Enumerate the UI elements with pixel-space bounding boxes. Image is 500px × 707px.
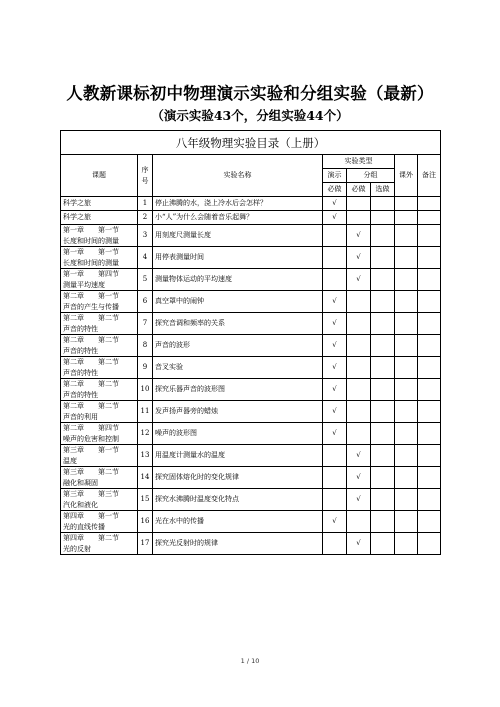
row-extra (395, 357, 418, 379)
row-note (418, 489, 441, 511)
row-check-demo (323, 533, 347, 555)
row-topic (61, 225, 138, 247)
row-topic-line2: 声音的特性 (63, 346, 98, 355)
header-topic: 课题 (61, 155, 138, 197)
row-check-optional (371, 335, 395, 357)
row-topic (61, 423, 138, 445)
row-topic (61, 357, 138, 379)
row-experiment-name: 停止沸腾的水，浇上冷水后会怎样？ (153, 197, 323, 211)
row-seq: 11 (138, 401, 153, 423)
row-check-group (347, 423, 371, 445)
row-note (418, 291, 441, 313)
row-check-group (347, 291, 371, 313)
row-check-group: √ (347, 225, 371, 247)
row-check-optional (371, 423, 395, 445)
row-check-demo: √ (323, 291, 347, 313)
table-row (61, 247, 441, 269)
row-check-group: √ (347, 467, 371, 489)
row-topic-line1: 第二章 第二节 (63, 358, 119, 366)
row-check-group: √ (347, 489, 371, 511)
table-row (61, 313, 441, 335)
page-number: 1 / 10 (240, 657, 260, 665)
table-row (61, 511, 441, 533)
row-check-demo: √ (323, 357, 347, 379)
row-note (418, 379, 441, 401)
header-required-demo: 必做 (323, 183, 347, 197)
header-note: 备注 (418, 155, 441, 197)
row-topic-line1: 第一章 第四节 (63, 270, 119, 278)
row-topic (61, 401, 138, 423)
row-extra (395, 269, 418, 291)
row-check-group (347, 313, 371, 335)
row-topic-line2: 声音的特性 (63, 368, 98, 377)
header-optional: 选做 (371, 183, 395, 197)
row-extra (395, 197, 418, 211)
table-row (61, 467, 441, 489)
row-experiment-name: 音叉实验 (153, 357, 323, 379)
row-check-optional (371, 533, 395, 555)
table-row (61, 533, 441, 555)
document-title: 人教新课标初中物理演示实验和分组实验（最新） (66, 84, 434, 103)
row-check-optional (371, 225, 395, 247)
row-note (418, 247, 441, 269)
row-check-demo: √ (323, 197, 347, 211)
row-topic-line1: 科学之旅 (63, 213, 91, 222)
row-note (418, 467, 441, 489)
table-row (61, 225, 441, 247)
row-topic-line1: 第三章 第一节 (63, 446, 119, 454)
document-subtitle: （演示实验43个，分组实验44个） (151, 108, 349, 123)
header-name: 实验名称 (153, 155, 323, 197)
row-topic-line2: 长度和时间的测量 (63, 258, 119, 267)
row-topic-line1: 第四章 第一节 (63, 512, 119, 520)
row-topic (61, 489, 138, 511)
row-experiment-name: 探究乐器声音的波形图 (153, 379, 323, 401)
row-seq: 8 (138, 335, 153, 357)
row-extra (395, 335, 418, 357)
row-seq: 14 (138, 467, 153, 489)
row-check-demo (323, 467, 347, 489)
table-row (61, 489, 441, 511)
table-row (61, 335, 441, 357)
row-topic (61, 379, 138, 401)
row-note (418, 197, 441, 211)
header-seq: 序号 (138, 155, 153, 197)
row-seq: 16 (138, 511, 153, 533)
row-topic (61, 511, 138, 533)
row-check-optional (371, 291, 395, 313)
row-topic-line2: 声音的利用 (63, 412, 98, 421)
header-group: 分组 (347, 169, 395, 183)
row-check-optional (371, 269, 395, 291)
row-experiment-name: 用刻度尺测量长度 (153, 225, 323, 247)
table-row (61, 379, 441, 401)
row-check-optional (371, 197, 395, 211)
experiment-table (60, 130, 441, 555)
row-check-optional (371, 511, 395, 533)
row-topic-line1: 第一章 第一节 (63, 248, 119, 256)
row-topic-line2: 测量平均速度 (63, 280, 105, 289)
row-experiment-name: 探究光反射时的规律 (153, 533, 323, 555)
row-topic-line1: 第三章 第三节 (63, 490, 119, 498)
row-extra (395, 533, 418, 555)
row-topic-line1: 第二章 第一节 (63, 292, 119, 300)
row-experiment-name: 小“人”为什么会随着音乐起舞？ (153, 211, 323, 225)
row-seq: 5 (138, 269, 153, 291)
row-check-demo: √ (323, 423, 347, 445)
row-topic-line2: 温度 (63, 456, 77, 465)
row-note (418, 269, 441, 291)
row-seq: 3 (138, 225, 153, 247)
row-topic-line1: 第二章 第二节 (63, 380, 119, 388)
row-check-group (347, 197, 371, 211)
row-extra (395, 467, 418, 489)
row-check-optional (371, 379, 395, 401)
header-demo: 演示 (323, 169, 347, 183)
row-check-optional (371, 247, 395, 269)
row-seq: 12 (138, 423, 153, 445)
row-check-group (347, 335, 371, 357)
row-check-group (347, 379, 371, 401)
row-topic (61, 313, 138, 335)
header-extra: 课外 (395, 155, 418, 197)
row-check-demo: √ (323, 211, 347, 225)
row-extra (395, 211, 418, 225)
row-topic-line2: 声音的产生与传播 (63, 302, 119, 311)
row-check-demo: √ (323, 511, 347, 533)
row-note (418, 313, 441, 335)
row-seq: 1 (138, 197, 153, 211)
row-experiment-name: 发声扬声器旁的蜡烛 (153, 401, 323, 423)
row-check-optional (371, 467, 395, 489)
row-topic-line2: 声音的特性 (63, 390, 98, 399)
row-experiment-name: 用停表测量时间 (153, 247, 323, 269)
table-row (61, 357, 441, 379)
row-note (418, 533, 441, 555)
row-check-demo: √ (323, 313, 347, 335)
header-type: 实验类型 (323, 155, 395, 169)
row-topic (61, 269, 138, 291)
row-topic (61, 467, 138, 489)
row-seq: 10 (138, 379, 153, 401)
row-check-optional (371, 313, 395, 335)
table-row (61, 401, 441, 423)
row-extra (395, 511, 418, 533)
row-experiment-name: 真空罩中的闹钟 (153, 291, 323, 313)
row-extra (395, 291, 418, 313)
row-check-group: √ (347, 247, 371, 269)
row-note (418, 211, 441, 225)
row-check-optional (371, 401, 395, 423)
row-topic (61, 291, 138, 313)
row-note (418, 423, 441, 445)
row-check-group (347, 511, 371, 533)
row-extra (395, 379, 418, 401)
table-row (61, 445, 441, 467)
table-row (61, 291, 441, 313)
row-seq: 2 (138, 211, 153, 225)
row-check-group: √ (347, 533, 371, 555)
row-extra (395, 489, 418, 511)
row-topic-line1: 第二章 第二节 (63, 402, 119, 410)
row-note (418, 357, 441, 379)
row-note (418, 225, 441, 247)
row-topic (61, 197, 138, 211)
row-check-demo (323, 489, 347, 511)
row-experiment-name: 探究水沸腾时温度变化特点 (153, 489, 323, 511)
row-topic-line1: 第二章 第二节 (63, 336, 119, 344)
row-note (418, 445, 441, 467)
row-check-group (347, 401, 371, 423)
row-extra (395, 423, 418, 445)
row-seq: 9 (138, 357, 153, 379)
row-extra (395, 401, 418, 423)
row-extra (395, 247, 418, 269)
row-topic-line1: 科学之旅 (63, 199, 91, 208)
table-caption: 八年级物理实验目录（上册） (61, 131, 441, 155)
row-seq: 13 (138, 445, 153, 467)
row-check-demo (323, 269, 347, 291)
row-topic-line2: 光的反射 (63, 544, 91, 553)
table-row (61, 423, 441, 445)
row-topic-line2: 光的直线传播 (63, 522, 105, 531)
row-check-optional (371, 489, 395, 511)
row-check-demo (323, 225, 347, 247)
row-experiment-name: 测量物体运动的平均速度 (153, 269, 323, 291)
header-required-group: 必做 (347, 183, 371, 197)
row-topic-line2: 融化和凝固 (63, 478, 98, 487)
row-note (418, 511, 441, 533)
row-topic (61, 247, 138, 269)
row-experiment-name: 噪声的波形图 (153, 423, 323, 445)
row-topic-line1: 第四章 第二节 (63, 534, 119, 542)
row-check-group: √ (347, 269, 371, 291)
row-experiment-name: 探究音调和频率的关系 (153, 313, 323, 335)
row-check-group: √ (347, 445, 371, 467)
row-topic (61, 335, 138, 357)
row-seq: 17 (138, 533, 153, 555)
row-check-group (347, 211, 371, 225)
row-topic-line1: 第二章 第四节 (63, 424, 119, 432)
row-experiment-name: 声音的波形 (153, 335, 323, 357)
row-seq: 4 (138, 247, 153, 269)
row-experiment-name: 用温度计测量水的温度 (153, 445, 323, 467)
row-topic-line1: 第一章 第一节 (63, 226, 119, 234)
row-check-demo: √ (323, 401, 347, 423)
row-extra (395, 225, 418, 247)
row-topic (61, 533, 138, 555)
row-check-optional (371, 357, 395, 379)
row-topic-line2: 噪声的危害和控制 (63, 434, 119, 443)
row-topic (61, 445, 138, 467)
row-experiment-name: 光在水中的传播 (153, 511, 323, 533)
row-topic-line1: 第三章 第二节 (63, 468, 119, 476)
row-check-demo: √ (323, 335, 347, 357)
row-topic-line2: 声音的特性 (63, 324, 98, 333)
row-check-optional (371, 445, 395, 467)
row-check-group (347, 357, 371, 379)
row-seq: 6 (138, 291, 153, 313)
table-row (61, 211, 441, 225)
row-note (418, 401, 441, 423)
row-experiment-name: 探究固体熔化时的变化规律 (153, 467, 323, 489)
table-row (61, 269, 441, 291)
row-check-demo: √ (323, 379, 347, 401)
row-topic (61, 211, 138, 225)
row-topic-line2: 汽化和液化 (63, 500, 98, 509)
row-seq: 15 (138, 489, 153, 511)
row-extra (395, 313, 418, 335)
row-extra (395, 445, 418, 467)
row-seq: 7 (138, 313, 153, 335)
row-topic-line2: 长度和时间的测量 (63, 236, 119, 245)
row-check-optional (371, 211, 395, 225)
row-check-demo (323, 247, 347, 269)
row-topic-line1: 第二章 第二节 (63, 314, 119, 322)
table-row (61, 197, 441, 211)
row-check-demo (323, 445, 347, 467)
row-note (418, 335, 441, 357)
